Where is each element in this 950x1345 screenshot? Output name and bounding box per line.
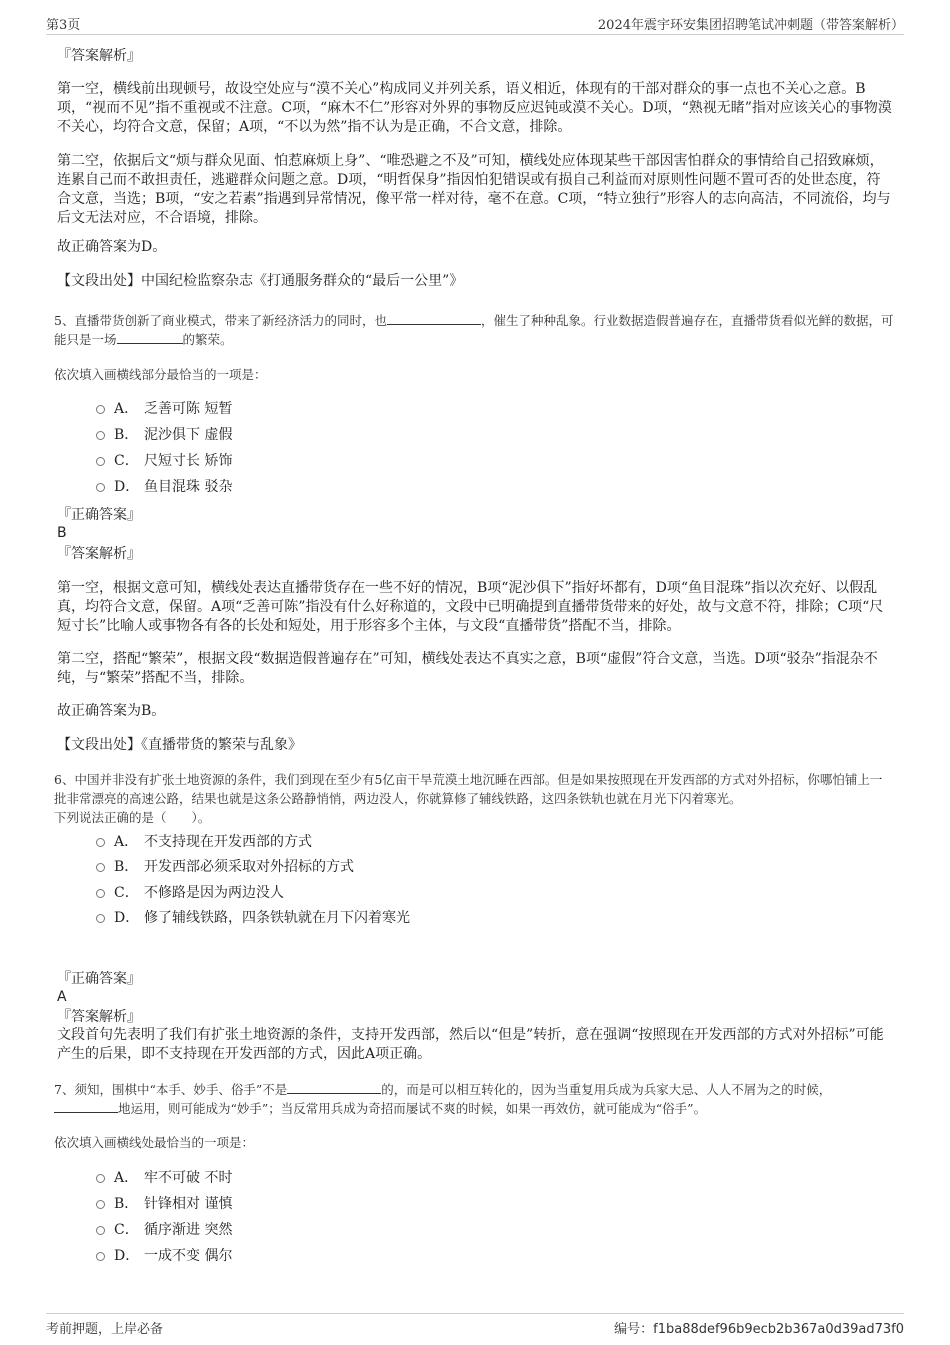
document-title: 2024年震宇环安集团招聘笔试冲刺题（带答案解析）	[597, 18, 904, 33]
q5-blank-1	[387, 312, 481, 325]
radio-icon[interactable]	[96, 431, 105, 440]
page-number: 第3页	[46, 18, 81, 33]
radio-icon[interactable]	[96, 914, 105, 923]
page-header	[46, 14, 904, 35]
q4-source: 【文段出处】中国纪检监察杂志《打通服务群众的“最后一公里”》	[57, 273, 464, 289]
q6-option-d[interactable]: D． 修了辅线铁路，四条铁轨就在月下闪着寒光	[96, 909, 410, 927]
radio-icon[interactable]	[96, 1226, 105, 1235]
q6-analysis-label: 『答案解析』	[57, 1009, 141, 1025]
q6-option-c[interactable]: C． 不修路是因为两边没人	[96, 884, 284, 902]
q4-analysis-para1: 第一空，横线前出现顿号，故设空处应与“漠不关心”构成同义并列关系，语义相近，体现有的干部对群众的事一点也不关心之意。B项，“视而不见”指不重视或不注意。C项，“麻木不仁”形容对外界的事物反应迟钝或漠不关心。D项，“熟视无睹”指对应该关心的事物漠不关心，均符合文意，保留；A项，“不以为然”指不认为是正确，不合文意，排除。	[57, 81, 892, 135]
q7-option-a[interactable]: A． 牢不可破 不时	[96, 1169, 232, 1187]
radio-icon[interactable]	[96, 483, 105, 492]
q7-option-c[interactable]: C． 循序渐进 突然	[96, 1221, 232, 1239]
q5-answer-label: 『正确答案』	[57, 507, 141, 523]
q5-analysis-para1: 第一空，根据文意可知，横线处表达直播带货存在一些不好的情况，B项“泥沙俱下”指好坏都有，D项“鱼目混珠”指以次充好、以假乱真，均符合文意，保留。A项“乏善可陈”指没有什么好称道的，文段中已明确提到直播带货带来的好处，故与文意不符，排除；C项“尺短寸长”比喻人或事物各有各的长处和短处，用于形容多个主体，与文段“直播带货”搭配不当，排除。	[57, 580, 884, 634]
q4-analysis-label: 『答案解析』	[57, 48, 141, 64]
radio-icon[interactable]	[96, 1174, 105, 1183]
q5-option-b[interactable]: B． 泥沙俱下 虚假	[96, 426, 232, 444]
radio-icon[interactable]	[96, 1200, 105, 1209]
q7-prompt: 依次填入画横线处最恰当的一项是：	[54, 1135, 255, 1150]
radio-icon[interactable]	[96, 405, 105, 414]
q6-option-b[interactable]: B． 开发西部必须采取对外招标的方式	[96, 858, 354, 876]
q5-option-c[interactable]: C． 尺短寸长 矫饰	[96, 452, 232, 470]
q4-analysis-para2: 第二空，依据后文“烦与群众见面、怕惹麻烦上身”、“唯恐避之不及”可知，横线处应体现某些干部因害怕群众的事情给自己招致麻烦，连累自己而不敢担责任，逃避群众问题之意。D项，“明哲保身”指因怕犯错误或有损自己利益而对原则性问题不置可否的处世态度，符合文意，当选；B项，“安之若素”指遇到异常情况，像平常一样对待，毫不在意。C项，“特立独行”形容人的志向高洁，不同流俗，均与后文无法对应，不合语境，排除。	[57, 153, 891, 226]
q6-answer-label: 『正确答案』	[57, 971, 141, 987]
q7-blank-2	[54, 1100, 118, 1113]
q5-source: 【文段出处】《直播带货的繁荣与乱象》	[57, 737, 302, 753]
q6-analysis-para1: 文段首句先表明了我们有扩张土地资源的条件，支持开发西部，然后以“但是”转折，意在强调“按照现在开发西部的方式对外招标”可能产生的后果，即不支持现在开发西部的方式，因此A项正确。	[57, 1027, 884, 1062]
q7-blank-1	[287, 1081, 381, 1094]
q5-analysis-para2: 第二空，搭配“繁荣”，根据文段“数据造假普遍存在”可知，横线处表达不真实之意，B项“虚假”符合文意，当选。D项“驳杂”指混杂不纯，与“繁荣”搭配不当，排除。	[57, 651, 878, 686]
page-footer	[46, 1313, 904, 1336]
radio-icon[interactable]	[96, 863, 105, 872]
q5-option-a[interactable]: A． 乏善可陈 短暂	[96, 400, 232, 418]
q6-stem: 6、中国并非没有扩张土地资源的条件，我们到现在至少有5亿亩干旱荒漠土地沉睡在西部。但是如果按照现在开发西部的方式对外招标，你哪怕铺上一批非常漂亮的高速公路，结果也就是这条公路静悄悄，两边没人，你就算修了辅线铁路，这四条铁轨也就在月光下闪着寒光。	[54, 772, 883, 806]
q7-option-d[interactable]: D． 一成不变 偶尔	[96, 1247, 232, 1265]
radio-icon[interactable]	[96, 889, 105, 898]
q5-analysis-label: 『答案解析』	[57, 546, 141, 562]
q5-prompt: 依次填入画横线部分最恰当的一项是：	[54, 367, 267, 382]
q7-option-b[interactable]: B． 针锋相对 谨慎	[96, 1195, 232, 1213]
radio-icon[interactable]	[96, 1252, 105, 1261]
q5-answer: B	[57, 525, 67, 541]
q5-blank-2	[117, 331, 183, 344]
q6-option-a[interactable]: A． 不支持现在开发西部的方式	[96, 833, 312, 851]
q6-answer: A	[57, 989, 67, 1005]
q6-prompt: 下列说法正确的是（ ）。	[54, 810, 211, 825]
q4-conclusion: 故正确答案为D。	[57, 239, 167, 255]
q5-stem: 5、直播带货创新了商业模式，带来了新经济活力的同时，也 ，催生了种种乱象。行业数据造假普遍存在，直播带货看似光鲜的数据，可能只是一场 的繁荣。	[54, 313, 894, 347]
q5-conclusion: 故正确答案为B。	[57, 703, 166, 719]
footer-slogan: 考前押题，上岸必备	[46, 1322, 164, 1337]
document-id: 编号：f1ba88def96b9ecb2b367a0d39ad73f0	[614, 1322, 904, 1337]
q7-stem: 7、须知，围棋中“本手、妙手、俗手”不是 的，而是可以相互转化的，因为当重复用兵成为兵家大忌、人人不屑为之的时候，地运用，则可能成为“妙手”；当反常用兵成为奇招而屡试不爽的时候，如果一再效仿，就可能成为“俗手”。	[54, 1082, 832, 1116]
radio-icon[interactable]	[96, 457, 105, 466]
radio-icon[interactable]	[96, 838, 105, 847]
q5-option-d[interactable]: D． 鱼目混珠 驳杂	[96, 478, 232, 496]
